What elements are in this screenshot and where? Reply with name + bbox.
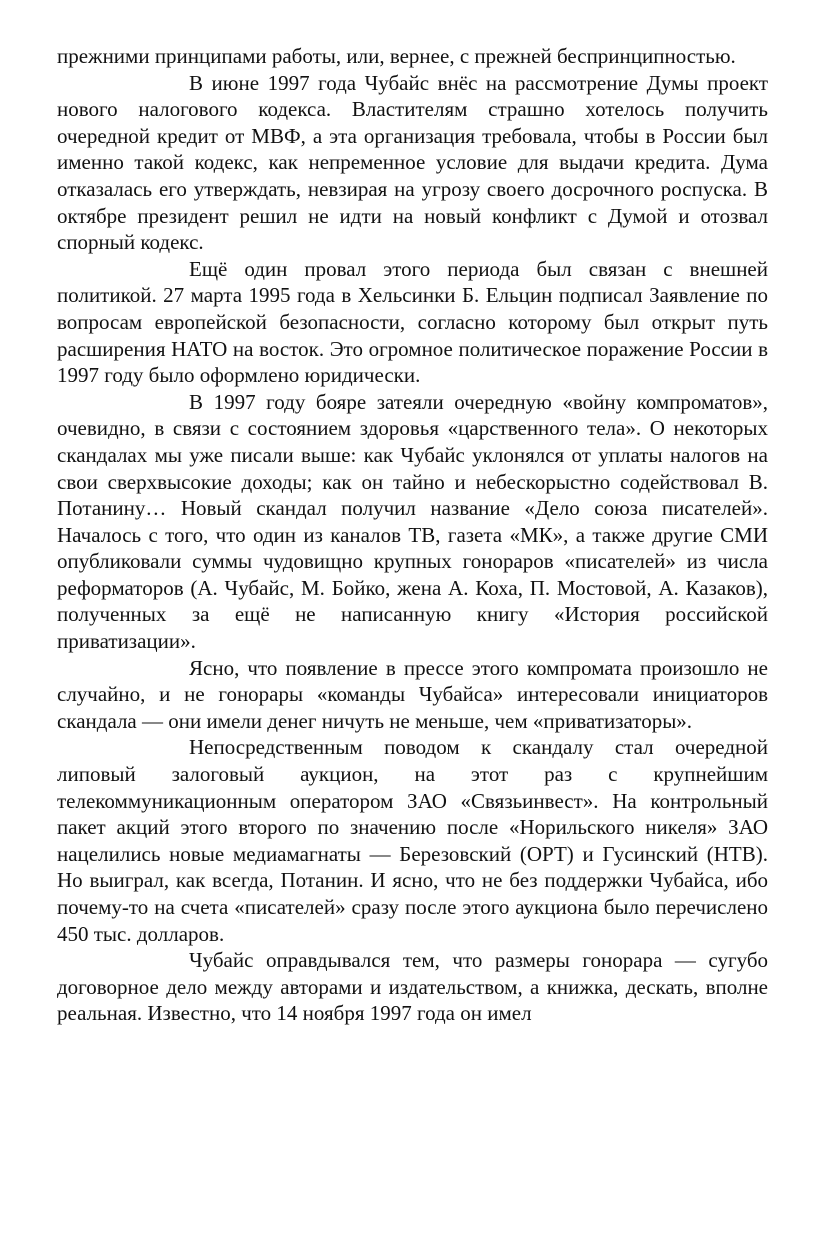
paragraph-tax-code: В июне 1997 года Чубайс внёс на рассмотрение Думы проект нового налогового кодекса. Властителям страшно хотелось получить очередной кредит от МВФ, а эта организация требовала, чтобы в России был именно такой кодекс, как непременное условие для выдачи кредита. Дума отказалась его утверждать, невзирая на угрозу своего досрочного роспуска. В октябре президент решил не идти на новый конфликт с Думой и отозвал спорный кодекс. bbox=[57, 70, 768, 255]
paragraph-scandal-origin: Ясно, что появление в прессе этого компромата произошло не случайно, и не гонорары «команды Чубайса» интересовали инициаторов скандала — они имели денег ничуть не меньше, чем «приватизаторы». bbox=[57, 655, 768, 733]
paragraph-chubais-defense: Чубайс оправдывался тем, что размеры гонорара — сугубо договорное дело между авторами и издательством, а книжка, дескать, вполне реальная. Известно, что 14 ноября 1997 года он имел bbox=[57, 948, 768, 1026]
paragraph-continuation: прежними принципами работы, или, вернее, с прежней беспринципностью. bbox=[57, 44, 736, 68]
paragraph-foreign-policy: Ещё один провал этого периода был связан с внешней политикой. 27 марта 1995 года в Хельсинки Б. Ельцин подписал Заявление по вопросам европейской безопасности, согласно которому был открыт путь расширения НАТО на восток. Это огромное политическое поражение России в 1997 году было оформлено юридически. bbox=[57, 256, 768, 388]
document-page bbox=[57, 43, 768, 1027]
paragraph-svyazinvest-auction: Непосредственным поводом к скандалу стал очередной липовый залоговый аукцион, на этот раз с крупнейшим телекоммуникационным оператором ЗАО «Связьинвест». На контрольный пакет акций этого второго по значению после «Норильского никеля» ЗАО нацелились новые медиамагнаты — Березовский (ОРТ) и Гусинский (НТВ). Но выиграл, как всегда, Потанин. И ясно, что не без поддержки Чубайса, ибо почему-то на счета «писателей» сразу после этого аукциона было перечислено 450 тыс. долларов. bbox=[57, 735, 768, 946]
paragraph-compromat-war: В 1997 году бояре затеяли очередную «войну компроматов», очевидно, в связи с состоянием здоровья «царственного тела». О некоторых скандалах мы уже писали выше: как Чубайс уклонялся от уплаты налогов на свои сверхвысокие доходы; как он тайно и небескорыстно содействовал В. Потанину… Новый скандал получил название «Дело союза писателей». Началось с того, что один из каналов ТВ, газета «МК», а также другие СМИ опубликовали суммы чудовищно крупных гонораров «писателей» из числа реформаторов (А. Чубайс, М. Бойко, жена А. Коха, П. Мостовой, А. Казаков), полученных за ещё не написанную книгу «История российской приватизации». bbox=[57, 389, 768, 654]
